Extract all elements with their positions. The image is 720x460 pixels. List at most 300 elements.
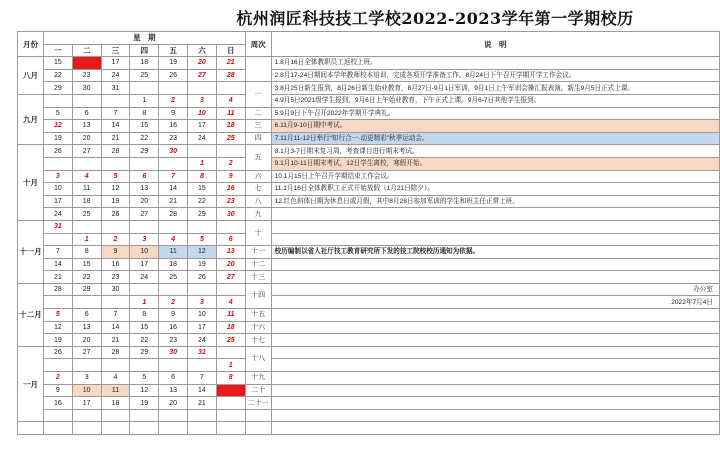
calendar-row	[18, 82, 720, 95]
day-cell: 27	[188, 69, 217, 82]
day-cell: 16	[72, 57, 101, 70]
day-cell	[159, 220, 188, 233]
day-cell: 14	[101, 321, 130, 334]
week-number: 一	[245, 82, 271, 107]
weekday-header: 一	[43, 44, 72, 57]
week-number: 五	[245, 145, 271, 170]
note-line	[271, 346, 719, 359]
day-cell: 7	[43, 246, 72, 259]
note-line: 1.8月16日全体教职员工返校上班。	[271, 57, 719, 70]
day-cell: 6	[159, 372, 188, 385]
day-cell: 1	[216, 359, 245, 372]
day-cell: 20	[72, 132, 101, 145]
day-cell: 13	[130, 183, 159, 196]
note-line: 办公室	[271, 283, 719, 296]
week-number: 十七	[245, 334, 271, 347]
day-cell: 26	[159, 69, 188, 82]
day-cell: 11	[216, 309, 245, 322]
week-number: 十二	[245, 258, 271, 271]
day-cell: 19	[101, 195, 130, 208]
day-cell: 17	[188, 321, 217, 334]
note-line: 2022年7月4日	[271, 296, 719, 309]
month-label: 十月	[18, 145, 44, 221]
calendar-row	[18, 107, 720, 120]
day-cell: 29	[72, 283, 101, 296]
day-cell: 12	[188, 246, 217, 259]
week-number: 十六	[245, 321, 271, 334]
day-cell	[101, 94, 130, 107]
day-cell: 16	[159, 120, 188, 133]
note-line	[271, 220, 719, 233]
note-line	[271, 422, 719, 435]
calendar-row	[18, 120, 720, 133]
day-cell: 23	[216, 195, 245, 208]
note-line: 5.9月9日下午召开2022年学期开学典礼。	[271, 107, 719, 120]
day-cell: 9	[159, 107, 188, 120]
day-cell	[101, 296, 130, 309]
day-cell	[130, 359, 159, 372]
day-cell: 3	[188, 296, 217, 309]
day-cell: 8	[72, 246, 101, 259]
day-cell: 3	[43, 170, 72, 183]
day-cell: 29	[130, 346, 159, 359]
day-cell	[72, 359, 101, 372]
day-cell: 2	[101, 233, 130, 246]
weekday-header: 二	[72, 44, 101, 57]
day-cell: 21	[159, 195, 188, 208]
note-line	[271, 359, 719, 372]
day-cell: 14	[159, 183, 188, 196]
day-cell: 22	[72, 271, 101, 284]
day-cell: 17	[188, 120, 217, 133]
day-cell: 11	[101, 384, 130, 397]
week-number: 十八	[245, 346, 271, 371]
day-cell: 16	[216, 183, 245, 196]
day-cell: 30	[72, 82, 101, 95]
day-cell: 5	[101, 170, 130, 183]
day-cell: 20	[216, 258, 245, 271]
day-cell: 7	[101, 309, 130, 322]
day-cell	[216, 145, 245, 158]
day-cell: 27	[130, 208, 159, 221]
month-label: 九月	[18, 94, 44, 144]
day-cell: 11	[159, 246, 188, 259]
day-cell: 11	[72, 183, 101, 196]
day-cell: 26	[188, 271, 217, 284]
day-cell: 23	[159, 334, 188, 347]
week-number: 十九	[245, 372, 271, 385]
weekday-group-header: 星 期	[43, 32, 245, 45]
day-cell: 26	[43, 346, 72, 359]
day-cell: 27	[72, 145, 101, 158]
day-cell: 22	[188, 195, 217, 208]
calendar-row	[18, 409, 720, 422]
note-line	[271, 334, 719, 347]
note-line	[271, 372, 719, 385]
day-cell: 2	[159, 296, 188, 309]
day-cell: 5	[43, 309, 72, 322]
day-cell: 3	[72, 372, 101, 385]
calendar-row	[18, 321, 720, 334]
day-cell: 15	[72, 258, 101, 271]
calendar-row	[18, 397, 720, 410]
day-cell: 29	[43, 82, 72, 95]
calendar-row	[18, 346, 720, 359]
month-label: 十二月	[18, 283, 44, 346]
day-cell: 12	[43, 120, 72, 133]
day-cell	[130, 220, 159, 233]
day-cell: 10	[130, 246, 159, 259]
day-cell: 22	[43, 69, 72, 82]
weekday-header: 六	[188, 44, 217, 57]
week-number: 二十一	[245, 397, 271, 410]
day-cell: 10	[72, 384, 101, 397]
month-label	[18, 422, 44, 435]
note-line	[271, 321, 719, 334]
day-cell: 13	[72, 120, 101, 133]
note-line	[271, 384, 719, 397]
day-cell: 5	[43, 107, 72, 120]
note-line: 3.8月25日新生报到，8月26日新生始业教育，8月27日-9月1日军训，9月1日上午军训会操汇报表演。新生9月5日正式上课。	[271, 82, 719, 95]
note-line: 11.1月16日全体教职工正式开始放假（1月21日除夕）。	[271, 183, 719, 196]
day-cell: 2	[159, 94, 188, 107]
calendar-row	[18, 372, 720, 385]
day-cell	[101, 422, 130, 435]
calendar-row	[18, 57, 720, 70]
note-line: 9.1月10-11日期末考试，12日学生离校，寒假开始。	[271, 157, 719, 170]
week-number: 十一	[245, 246, 271, 259]
day-cell	[159, 359, 188, 372]
day-cell: 7	[159, 170, 188, 183]
day-cell	[43, 422, 72, 435]
week-number: 十三	[245, 271, 271, 284]
day-cell: 9	[159, 309, 188, 322]
day-cell: 19	[159, 57, 188, 70]
day-cell	[101, 157, 130, 170]
note-line: 8.1月3-7日期末复习周，考查课目进行期末考试。	[271, 145, 719, 158]
day-cell	[101, 409, 130, 422]
day-cell: 18	[130, 57, 159, 70]
note-line: 4.9月5日2021级学生报到，9月6日上午始业教育，下午正式上课。9月6-7日其他学生报到。	[271, 94, 719, 107]
day-cell	[188, 409, 217, 422]
day-cell: 17	[130, 258, 159, 271]
calendar-row	[18, 170, 720, 183]
day-cell: 15	[216, 384, 245, 397]
day-cell: 6	[216, 233, 245, 246]
day-cell: 25	[216, 334, 245, 347]
calendar-row	[18, 69, 720, 82]
day-cell: 1	[130, 94, 159, 107]
calendar-row	[18, 195, 720, 208]
day-cell: 17	[72, 397, 101, 410]
calendar-row	[18, 157, 720, 170]
note-line	[271, 233, 719, 246]
day-cell: 10	[188, 107, 217, 120]
weekday-header: 日	[216, 44, 245, 57]
day-cell	[72, 296, 101, 309]
day-cell	[188, 422, 217, 435]
day-cell: 29	[188, 208, 217, 221]
day-cell	[188, 283, 217, 296]
note-line	[271, 309, 719, 322]
day-cell: 28	[216, 69, 245, 82]
day-cell: 22	[130, 334, 159, 347]
week-number: 七	[245, 183, 271, 196]
day-cell	[43, 296, 72, 309]
note-line: 2.8月17-24日期间本学年教师校本培训，完成各项开学准备工作。8月24日下午召开学期开学工作会议。	[271, 69, 719, 82]
day-cell: 11	[216, 107, 245, 120]
note-line	[271, 397, 719, 410]
day-cell: 4	[216, 94, 245, 107]
day-cell: 21	[188, 397, 217, 410]
calendar-row	[18, 422, 720, 435]
day-cell: 8	[130, 107, 159, 120]
day-cell: 24	[43, 208, 72, 221]
month-label: 一月	[18, 346, 44, 422]
day-cell: 15	[188, 183, 217, 196]
day-cell	[43, 94, 72, 107]
calendar-row	[18, 384, 720, 397]
month-header: 月份	[18, 32, 44, 57]
day-cell: 5	[188, 233, 217, 246]
day-cell: 29	[130, 145, 159, 158]
day-cell	[72, 409, 101, 422]
week-number: 二十	[245, 384, 271, 397]
day-cell: 9	[101, 246, 130, 259]
week-number: 三	[245, 120, 271, 133]
day-cell: 23	[101, 271, 130, 284]
day-cell: 30	[101, 283, 130, 296]
day-cell	[43, 233, 72, 246]
week-number	[245, 422, 271, 435]
calendar-row	[18, 296, 720, 309]
day-cell: 25	[72, 208, 101, 221]
day-cell: 18	[72, 195, 101, 208]
calendar-row	[18, 258, 720, 271]
day-cell	[216, 422, 245, 435]
day-cell: 24	[188, 334, 217, 347]
day-cell	[72, 157, 101, 170]
week-column-header: 周次	[245, 32, 271, 57]
day-cell	[72, 422, 101, 435]
calendar-row	[18, 208, 720, 221]
day-cell: 9	[216, 170, 245, 183]
day-cell: 3	[188, 94, 217, 107]
day-cell: 21	[216, 57, 245, 70]
week-number: 十四	[245, 283, 271, 308]
week-number: 六	[245, 170, 271, 183]
day-cell: 24	[130, 271, 159, 284]
page-title: 杭州润匠科技技工学校2022-2023学年第一学期校历	[236, 9, 634, 28]
calendar-row	[18, 359, 720, 372]
week-number	[245, 57, 271, 82]
day-cell: 31	[43, 220, 72, 233]
day-cell: 26	[43, 145, 72, 158]
day-cell: 19	[130, 397, 159, 410]
calendar-row	[18, 132, 720, 145]
day-cell: 18	[216, 321, 245, 334]
day-cell: 18	[216, 120, 245, 133]
day-cell: 12	[43, 321, 72, 334]
day-cell: 1	[188, 157, 217, 170]
calendar-row	[18, 220, 720, 233]
week-number: 八	[245, 195, 271, 208]
day-cell: 30	[159, 346, 188, 359]
day-cell	[159, 157, 188, 170]
day-cell: 14	[43, 258, 72, 271]
day-cell: 21	[101, 334, 130, 347]
day-cell	[43, 359, 72, 372]
day-cell	[159, 82, 188, 95]
day-cell: 8	[188, 170, 217, 183]
day-cell: 10	[188, 309, 217, 322]
day-cell: 27	[216, 271, 245, 284]
day-cell: 15	[130, 321, 159, 334]
day-cell	[72, 94, 101, 107]
day-cell	[43, 157, 72, 170]
day-cell	[130, 157, 159, 170]
day-cell: 6	[130, 170, 159, 183]
note-line: 7.11月11-12日举行“知行合一·动更精彩”秋季运动会。	[271, 132, 719, 145]
calendar-row	[18, 309, 720, 322]
day-cell: 15	[130, 120, 159, 133]
day-cell: 20	[159, 397, 188, 410]
note-line: 10.1月15日上午召开学期结束工作会议。	[271, 170, 719, 183]
day-cell: 8	[130, 309, 159, 322]
day-cell: 25	[159, 271, 188, 284]
note-line	[271, 271, 719, 284]
note-line	[271, 208, 719, 221]
day-cell: 24	[188, 132, 217, 145]
day-cell: 19	[188, 258, 217, 271]
day-cell: 25	[216, 132, 245, 145]
day-cell	[130, 409, 159, 422]
day-cell: 13	[159, 384, 188, 397]
day-cell: 8	[216, 372, 245, 385]
day-cell	[43, 409, 72, 422]
day-cell: 6	[72, 107, 101, 120]
day-cell	[188, 82, 217, 95]
day-cell	[101, 359, 130, 372]
day-cell: 9	[43, 384, 72, 397]
day-cell: 28	[43, 283, 72, 296]
notes-header: 说 明	[271, 32, 719, 57]
day-cell	[72, 220, 101, 233]
day-cell: 16	[159, 321, 188, 334]
calendar-row	[18, 246, 720, 259]
day-cell: 18	[101, 397, 130, 410]
day-cell	[101, 220, 130, 233]
day-cell: 20	[188, 57, 217, 70]
week-number: 四	[245, 132, 271, 145]
day-cell: 14	[101, 120, 130, 133]
calendar-row	[18, 334, 720, 347]
day-cell: 30	[159, 145, 188, 158]
day-cell: 6	[72, 309, 101, 322]
day-cell: 14	[188, 384, 217, 397]
day-cell: 4	[159, 233, 188, 246]
school-calendar-table	[17, 31, 720, 435]
day-cell: 19	[43, 334, 72, 347]
day-cell: 7	[101, 107, 130, 120]
day-cell	[130, 82, 159, 95]
calendar-row	[18, 145, 720, 158]
day-cell: 31	[188, 346, 217, 359]
note-line: 12.红色斜体日期为休息日或月假，其中8月28日参加军训的学生和班主任正常上班。	[271, 195, 719, 208]
calendar-row	[18, 271, 720, 284]
day-cell: 4	[101, 372, 130, 385]
day-cell: 5	[130, 372, 159, 385]
day-cell: 10	[43, 183, 72, 196]
day-cell: 7	[188, 372, 217, 385]
day-cell: 27	[72, 346, 101, 359]
calendar-row	[18, 283, 720, 296]
weekday-header: 三	[101, 44, 130, 57]
day-cell: 2	[216, 157, 245, 170]
day-cell	[130, 422, 159, 435]
month-label: 十一月	[18, 220, 44, 283]
week-number: 二	[245, 107, 271, 120]
note-line: 6.11月9-10日期中考试。	[271, 120, 719, 133]
note-line: 校历编制以省人社厅技工教育研究所下发的技工院校校历通知为依据。	[271, 246, 719, 259]
day-cell: 15	[43, 57, 72, 70]
day-cell: 2	[43, 372, 72, 385]
day-cell: 4	[72, 170, 101, 183]
day-cell	[216, 283, 245, 296]
day-cell: 4	[216, 296, 245, 309]
day-cell: 13	[72, 321, 101, 334]
day-cell	[216, 397, 245, 410]
day-cell: 17	[43, 195, 72, 208]
day-cell: 1	[130, 296, 159, 309]
note-line	[271, 409, 719, 422]
calendar-row	[18, 183, 720, 196]
day-cell: 16	[43, 397, 72, 410]
day-cell: 12	[101, 183, 130, 196]
day-cell	[188, 220, 217, 233]
day-cell	[130, 283, 159, 296]
day-cell: 18	[159, 258, 188, 271]
day-cell	[159, 283, 188, 296]
weekday-header: 五	[159, 44, 188, 57]
day-cell: 20	[72, 334, 101, 347]
week-number	[245, 409, 271, 422]
day-cell	[159, 422, 188, 435]
day-cell: 16	[101, 258, 130, 271]
week-number: 十五	[245, 309, 271, 322]
day-cell	[216, 82, 245, 95]
calendar-row	[18, 233, 720, 246]
day-cell: 22	[130, 132, 159, 145]
day-cell	[216, 220, 245, 233]
day-cell: 3	[130, 233, 159, 246]
day-cell	[188, 359, 217, 372]
day-cell: 1	[72, 233, 101, 246]
day-cell: 20	[130, 195, 159, 208]
day-cell: 28	[159, 208, 188, 221]
day-cell: 23	[159, 132, 188, 145]
day-cell: 30	[216, 208, 245, 221]
day-cell: 24	[101, 69, 130, 82]
day-cell: 21	[43, 271, 72, 284]
day-cell	[216, 346, 245, 359]
month-label: 八月	[18, 57, 44, 95]
day-cell: 21	[101, 132, 130, 145]
day-cell: 17	[101, 57, 130, 70]
day-cell: 31	[101, 82, 130, 95]
day-cell	[188, 145, 217, 158]
calendar-row	[18, 94, 720, 107]
